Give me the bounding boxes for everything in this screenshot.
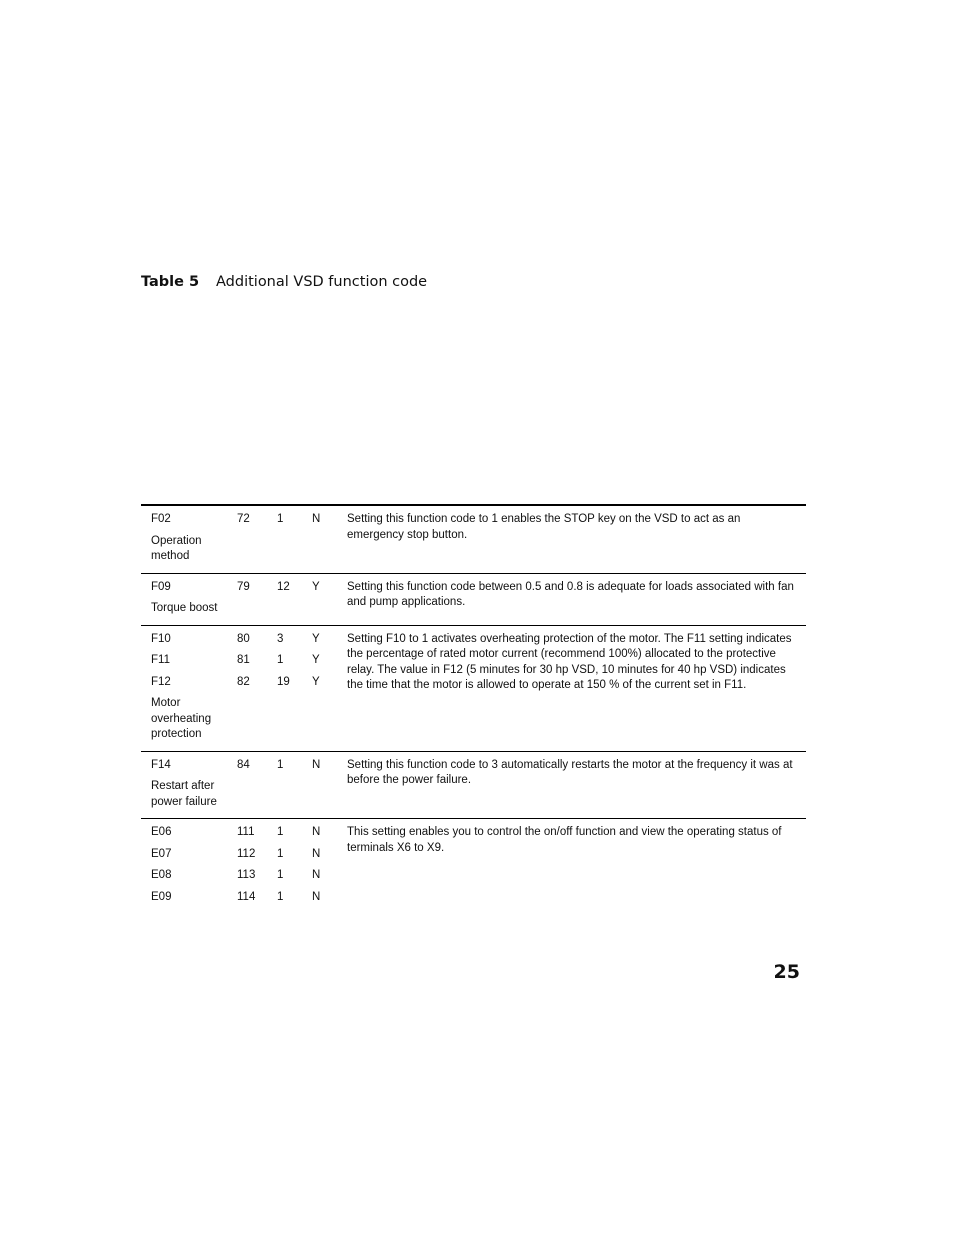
address-cell-value: 113: [237, 869, 256, 881]
address-cell-value: 79: [237, 580, 250, 593]
default-cell: [277, 758, 312, 780]
function-code-cell-value: E07: [151, 847, 172, 860]
description-cell: Setting this function code to 3 automatically restarts the motor at the frequency it was at before the power failure.: [347, 758, 793, 786]
page-number: 25: [773, 961, 800, 983]
default-cell: [277, 580, 312, 602]
function-code-cell: [141, 825, 237, 911]
default-cell-value: 1: [277, 847, 284, 860]
address-cell-value: 114: [237, 890, 256, 903]
address-cell-value: 80: [237, 632, 250, 645]
table-row: [141, 574, 806, 626]
default-cell-value: 3: [277, 632, 284, 645]
function-code-cell-value: E09: [151, 890, 172, 903]
function-code-cell-value: F09: [151, 580, 171, 593]
writable-cell-value: Y: [312, 654, 320, 666]
writable-cell: [312, 758, 347, 780]
writable-cell-value: Y: [312, 632, 320, 645]
address-cell-value: 72: [237, 513, 250, 525]
default-cell-value: 1: [277, 826, 284, 838]
function-code-cell-value: F14: [151, 758, 171, 771]
writable-cell-value: N: [312, 847, 321, 860]
default-cell-value: 1: [277, 758, 284, 771]
address-cell: [237, 512, 277, 534]
address-cell: [237, 632, 277, 697]
writable-cell: [312, 825, 347, 911]
address-cell-value: 112: [237, 847, 256, 860]
writable-cell-value: N: [312, 758, 321, 771]
description-cell: Setting this function code between 0.5 and 0.8 is adequate for loads associated with fan and pump applications.: [347, 580, 794, 608]
writable-cell-value: N: [312, 513, 321, 525]
writable-cell-value: N: [312, 869, 321, 881]
address-cell-value: 84: [237, 758, 250, 771]
function-code-cell: [141, 632, 237, 743]
default-cell-value: 1: [277, 654, 284, 666]
address-cell-value: 82: [237, 675, 250, 688]
table-number: Table 5: [141, 274, 200, 290]
writable-cell-value: Y: [312, 675, 320, 688]
function-code-cell-value: F12: [151, 675, 171, 688]
default-cell-value: 1: [277, 513, 284, 525]
table-row: [141, 626, 806, 752]
default-cell-value: 19: [277, 675, 290, 688]
description-cell: Setting F10 to 1 activates overheating protection of the motor. The F11 setting indicates the percentage of rated motor current (recommend 100%) allocated to the protective relay. The value in F12 (5 minutes for 30 hp VSD, 10 minutes for 40 hp VSD) indicates the time that the motor is allowed to operate at 150 % of the current set in F11.: [347, 632, 792, 691]
function-name: Operation method: [151, 534, 202, 562]
function-code-cell-value: F10: [151, 632, 171, 645]
function-name: Torque boost: [151, 602, 218, 614]
writable-cell: [312, 580, 347, 602]
writable-cell: [312, 632, 347, 697]
function-code-cell-value: E06: [151, 826, 172, 838]
default-cell-value: 12: [277, 580, 290, 593]
default-cell-value: 1: [277, 890, 284, 903]
writable-cell-value: N: [312, 826, 321, 838]
table-title: Additional VSD function code: [216, 274, 428, 290]
function-code-cell: [141, 512, 237, 565]
writable-cell: [312, 512, 347, 534]
table-row: [141, 506, 806, 574]
default-cell-value: 1: [277, 869, 284, 881]
table-row: [141, 752, 806, 820]
function-code-cell-value: E08: [151, 869, 172, 881]
default-cell: [277, 632, 312, 697]
table-caption: [141, 274, 427, 290]
address-cell: [237, 825, 277, 911]
description-cell: This setting enables you to control the on/off function and view the operating status of terminals X6 to X9.: [347, 826, 782, 854]
description-cell: Setting this function code to 1 enables the STOP key on the VSD to act as an emergency stop button.: [347, 513, 741, 541]
address-cell-value: 111: [237, 826, 255, 838]
function-code-cell-value: F11: [151, 654, 170, 666]
default-cell: [277, 512, 312, 534]
function-code-cell-value: F02: [151, 513, 171, 525]
default-cell: [277, 825, 312, 911]
function-name: Restart after power failure: [151, 780, 217, 808]
function-name: Motor overheating protection: [151, 697, 212, 740]
table-row: [141, 819, 806, 919]
address-cell: [237, 580, 277, 602]
address-cell-value: 81: [237, 654, 250, 666]
function-code-table: [141, 504, 806, 919]
writable-cell-value: N: [312, 890, 321, 903]
address-cell: [237, 758, 277, 780]
writable-cell-value: Y: [312, 580, 320, 593]
function-code-cell: [141, 758, 237, 811]
function-code-cell: [141, 580, 237, 617]
